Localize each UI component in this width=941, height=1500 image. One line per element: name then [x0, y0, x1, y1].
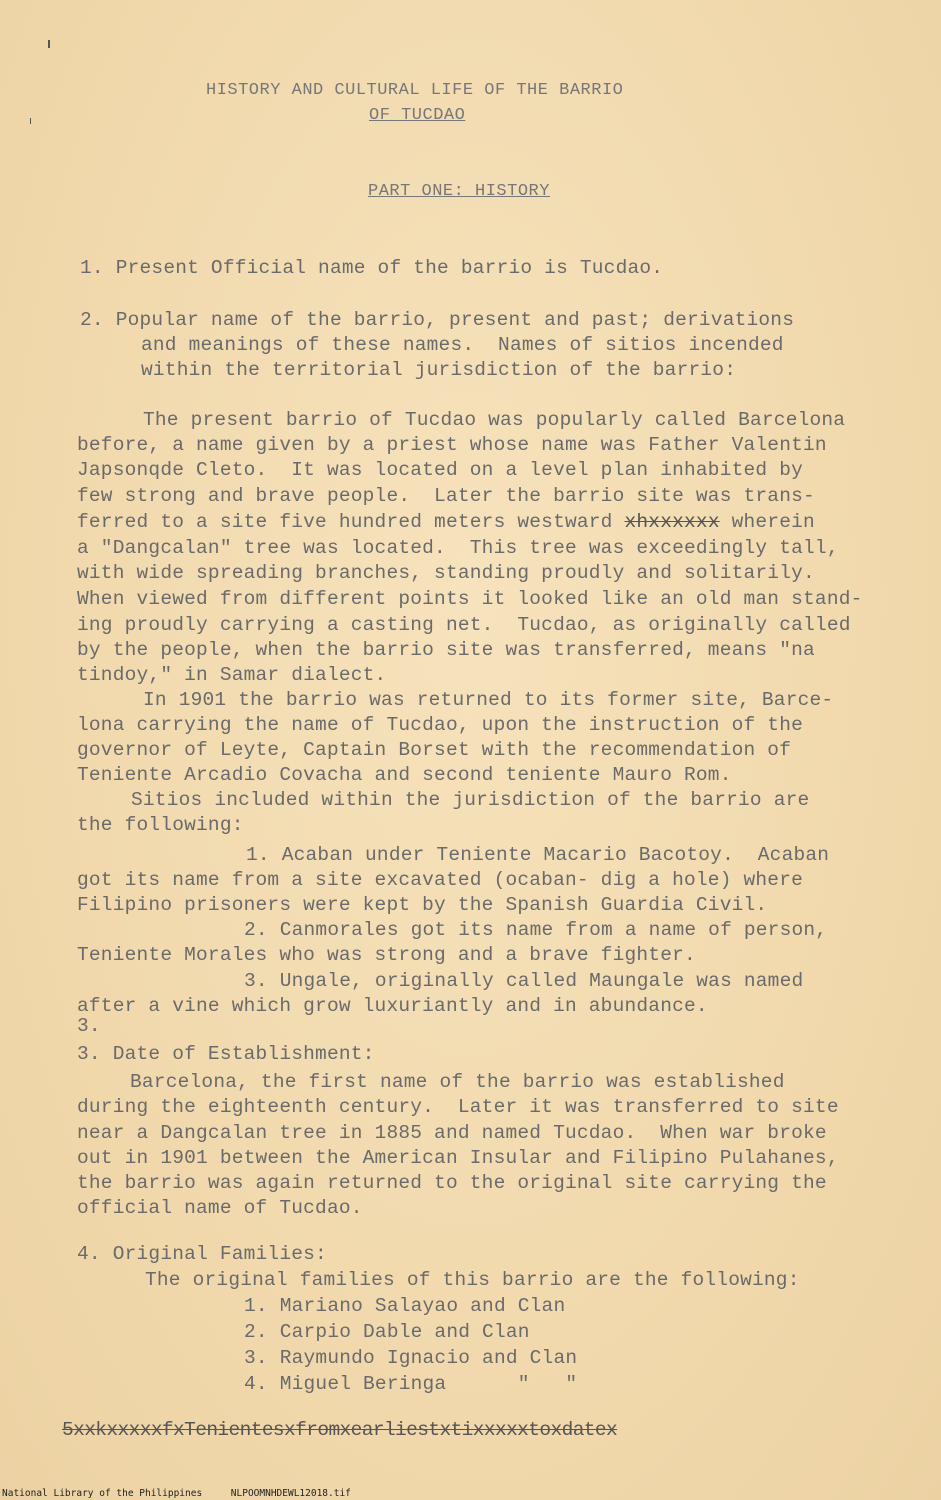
document-subtitle: OF TUCDAO: [369, 106, 466, 125]
paragraph-line: tindoy," in Samar dialect.: [77, 664, 387, 686]
sitio-item: 3. Ungale, originally called Maungale was named: [244, 970, 804, 992]
paragraph-line: a "Dangcalan" tree was located. This tree was exceedingly tall,: [77, 537, 839, 559]
file-name: NLPOOMNHDEWL12018.tif: [230, 1488, 351, 1499]
item-1-official-name: 1. Present Official name of the barrio is Tucdao.: [80, 257, 664, 279]
paragraph-line: In 1901 the barrio was returned to its former site, Barce-: [143, 689, 834, 711]
stray-number: 3.: [77, 1015, 101, 1037]
paragraph-line: When viewed from different points it looked like an old man stand-: [77, 588, 863, 610]
item-3-heading: 3. Date of Establishment:: [77, 1043, 375, 1065]
paragraph-line: Teniente Arcadio Covacha and second teniente Mauro Rom.: [77, 764, 732, 786]
sitio-item-line: after a vine which grow luxuriantly and in abundance.: [77, 995, 708, 1017]
item-2-heading-line: within the territorial jurisdiction of the barrio:: [141, 359, 737, 381]
paragraph-line: before, a name given by a priest whose name was Father Valentin: [77, 434, 827, 456]
sitio-item-line: Filipino prisoners were kept by the Spanish Guardia Civil.: [77, 894, 768, 916]
sitio-item: 1. Acaban under Teniente Macario Bacotoy. Acaban: [246, 844, 830, 866]
paragraph-line: near a Dangcalan tree in 1885 and named Tucdao. When war broke: [77, 1122, 827, 1144]
sitio-item: 2. Canmorales got its name from a name of person,: [244, 919, 828, 941]
stray-mark: [48, 40, 50, 48]
document-title: HISTORY AND CULTURAL LIFE OF THE BARRIO: [206, 81, 624, 100]
item-2-heading-line: and meanings of these names. Names of sitios incended: [141, 334, 784, 356]
item-4-heading: 4. Original Families:: [77, 1243, 327, 1265]
paragraph-line: [77, 510, 815, 534]
scan-footer: [2, 1488, 351, 1499]
paragraph-line: The present barrio of Tucdao was popularly called Barcelona: [143, 409, 846, 431]
library-name: National Library of the Philippines: [2, 1488, 203, 1499]
family-item: 2. Carpio Dable and Clan: [244, 1321, 530, 1343]
line-segment: ferred to a site five hundred meters westward: [77, 511, 625, 533]
line-segment: wherein: [719, 511, 815, 533]
paragraph-line: lona carrying the name of Tucdao, upon the instruction of the: [77, 714, 804, 736]
family-item: 4. Miguel Beringa " ": [244, 1373, 578, 1395]
paragraph-line: the barrio was again returned to the original site carrying the: [77, 1172, 827, 1194]
item-2-heading: 2. Popular name of the barrio, present and past; derivations: [80, 309, 795, 331]
sitio-item-line: Teniente Morales who was strong and a brave fighter.: [77, 944, 696, 966]
paragraph-line: Japsonqde Cleto. It was located on a level plan inhabited by: [77, 459, 804, 481]
paragraph-line: out in 1901 between the American Insular and Filipino Pulahanes,: [77, 1147, 839, 1169]
paragraph-line: the following:: [77, 814, 244, 836]
paragraph-line: with wide spreading branches, standing proudly and solitarily.: [77, 562, 815, 584]
family-item: 3. Raymundo Ignacio and Clan: [244, 1347, 578, 1369]
paragraph-line: official name of Tucdao.: [77, 1197, 363, 1219]
family-item: 1. Mariano Salayao and Clan: [244, 1295, 566, 1317]
part-heading: PART ONE: HISTORY: [368, 182, 550, 201]
sitio-item-line: got its name from a site excavated (ocaban- dig a hole) where: [77, 869, 804, 891]
paragraph-line: governor of Leyte, Captain Borset with the recommendation of: [77, 739, 792, 761]
struck-out-line: 5xxkxxxxxfxTenientesxfromxearliestxtixxxxxtoxdatex: [62, 1419, 618, 1441]
paragraph-line: few strong and brave people. Later the barrio site was trans-: [77, 485, 815, 507]
paragraph-line: during the eighteenth century. Later it was transferred to site: [77, 1096, 839, 1118]
paragraph-line: by the people, when the barrio site was transferred, means "na: [77, 639, 815, 661]
paragraph-line: Barcelona, the first name of the barrio was established: [130, 1071, 785, 1093]
paragraph-line: Sitios included within the jurisdiction of the barrio are: [131, 789, 810, 811]
stray-mark: [30, 118, 31, 124]
struck-text: xhxxxxxx: [624, 511, 720, 533]
paragraph-line: ing proudly carrying a casting net. Tucdao, as originally called: [77, 614, 851, 636]
paragraph-line: The original families of this barrio are the following:: [145, 1269, 800, 1291]
